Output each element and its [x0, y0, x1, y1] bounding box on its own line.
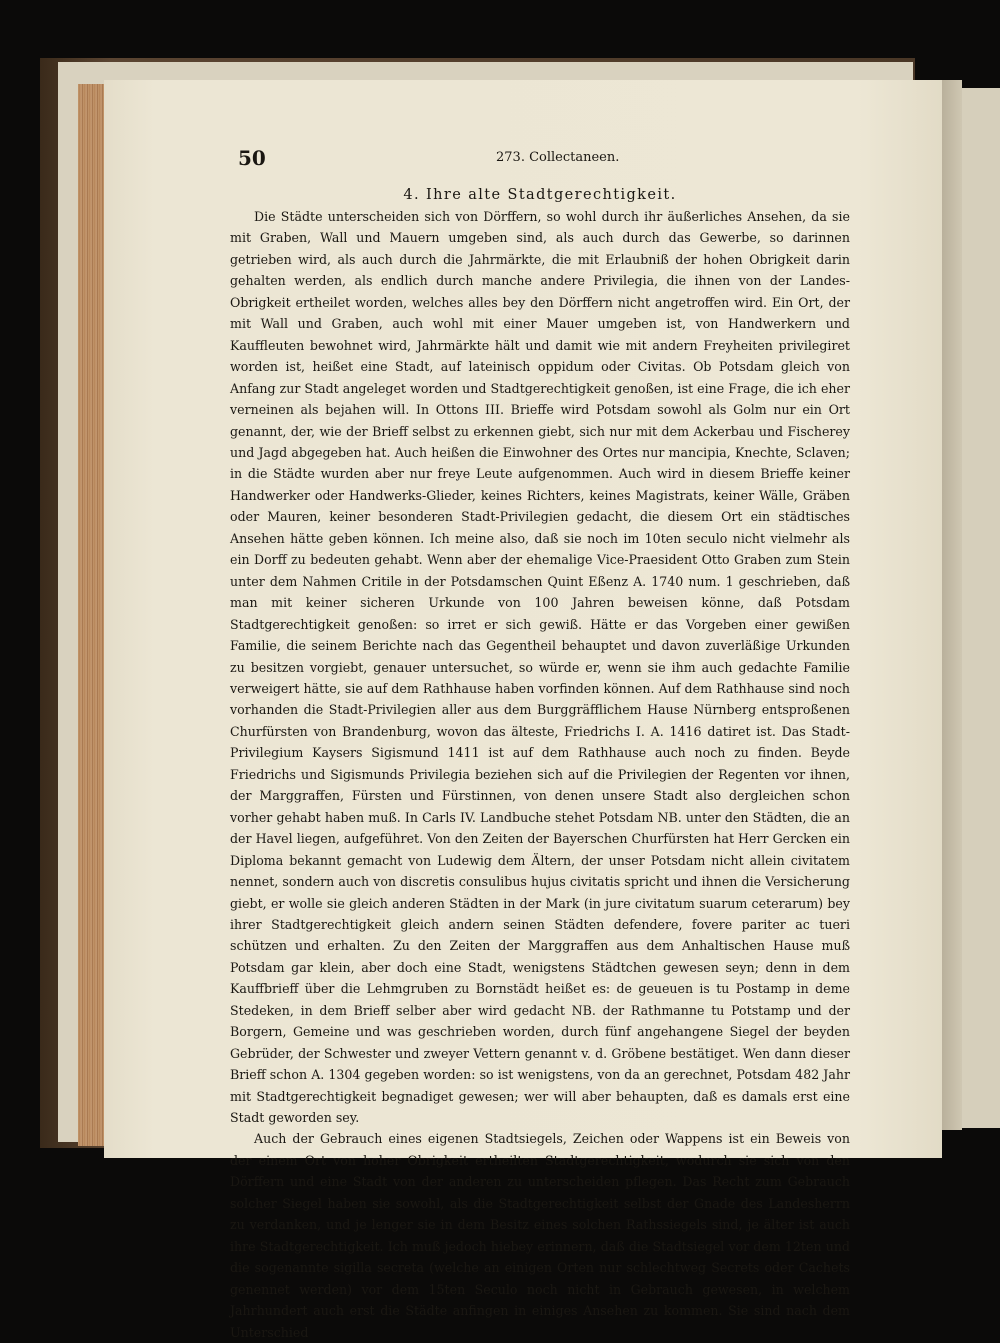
section-title: 4. Ihre alte Stadtgerechtigkeit.	[403, 187, 677, 203]
facing-page	[962, 88, 1000, 1128]
paragraph: Auch der Gebrauch eines eigenen Stadtsiegels, Zeichen oder Wappens ist ein Beweis von der einem Ort von hoher Obrigkeit ertheilten Stadtgerechtigkeit, wodurch sie sich von den Dörffern und eine Stadt von der anderen zu unterscheiden pflegen. Das Recht zum Gebrauch solcher Siegel haben sie sowohl, als die Stadtgerechtigkeit selbst der Gnade des Landesherrn zu verdanken, und je lenger sie in dem Besitz eines solchen Rathssiegels sind, je älter ist auch ihre Stadtgerechtigkeit. Ich muß jedoch hiebey erinnern, daß die Stadtsiegel vor dem 12ten und die sogenannte sigilla secreta (welche an einigen Orten nur schlechtweg Secrets oder Cachets genennet werden) vor dem 15ten Seculo noch nicht in Gebrauch gewesen, in welchem Jahrhundert auch erst die Städte anfingen in einiges Ansehen zu kommen. Sie sind nach dem Unterschied	[230, 1131, 850, 1340]
next-page-edge	[942, 80, 962, 1130]
paragraph: Die Städte unterscheiden sich von Dörffern, so wohl durch ihr äußerliches Ansehen, da sie mit Graben, Wall und Mauern umgeben sind, als auch durch das Gewerbe, so darinnen getrieben wird, als auch durch die Jahrmärkte, die mit Erlaubniß der hohen Obrigkeit darin gehalten werden, als endlich durch manche andere Privilegia, die ihnen von der Landes-Obrigkeit ertheilet worden, welches alles bey den Dörffern nicht angetroffen wird. Ein Ort, der mit Wall und Graben, auch wohl mit einer Mauer umgeben ist, von Handwerkern und Kauffleuten bewohnet wird, Jahrmärkte hält und damit wie mit andern Freyheiten privilegiret worden ist, heißet eine Stadt, auf lateinisch oppidum oder Civitas. Ob Potsdam gleich von Anfang zur Stadt angeleget worden und Stadtgerechtigkeit genoßen, ist eine Frage, die ich eher verneinen als bejahen will. In Ottons III. Brieffe wird Potsdam sowohl als Golm nur ein Ort genannt, der, wie der Brieff selbst zu erkennen giebt, sich nur mit dem Ackerbau und Fischerey und Jagd abgegeben hat. Auch heißen die Einwohner des Ortes nur mancipia, Knechte, Sclaven; in die Städte wurden aber nur freye Leute aufgenommen. Auch wird in diesem Brieffe keiner Handwerker oder Handwerks-Glieder, keines Richters, keines Magistrats, keiner Wälle, Gräben oder Mauren, keiner besonderen Stadt-Privilegien gedacht, die diesem Ort ein städtisches Ansehen hätte geben können. Ich meine also, daß sie noch im 10ten seculo nicht vielmehr als ein Dorff zu bedeuten gehabt. Wenn aber der ehemalige Vice-Praesident Otto Graben zum Stein unter dem Nahmen Critile in der Potsdamschen Quint Eßenz A. 1740 num. 1 geschrieben, daß man mit keiner sicheren Urkunde von 100 Jahren beweisen könne, daß Potsdam Stadtgerechtigkeit genoßen: so irret er sich gewiß. Hätte er das Vorgeben einer gewißen Familie, die seinem Berichte nach das Gegentheil behauptet und davon zuverläßige Urkunden zu besitzen vorgiebt, genauer untersuchet, so würde er, wenn sie ihm auch gedachte Familie verweigert hätte, sie auf dem Rathhause haben vorfinden können. Auf dem Rathhause sind noch vorhanden die Stadt-Privilegien aller aus dem Burggräfflichem Hause Nürnberg entsproßenen Churfürsten von Brandenburg, wovon das älteste, Friedrichs I. A. 1416 datiret ist. Das Stadt-Privilegium Kaysers Sigismund 1411 ist auf dem Rathhause auch noch zu finden. Beyde Friedrichs und Sigismunds Privilegia beziehen sich auf die Privilegien der Regenten vor ihnen, der Marggraffen, Fürsten und Fürstinnen, von denen unsere Stadt also dergleichen schon vorher gehabt haben muß. In Carls IV. Landbuche stehet Potsdam NB. unter den Städten, die an der Havel liegen, aufgeführet. Von den Zeiten der Bayerschen Churfürsten hat Herr Gercken ein Diploma bekannt gemacht von Ludewig dem Ältern, der unser Potsdam nicht allein civitatem nennet, sondern auch von discretis consulibus hujus civitatis spricht und ihnen die Versicherung giebt, er wolle sie gleich anderen Städten in der Mark (in jure civitatum suarum ceterarum) bey ihrer Stadtgerechtigkeit gleich andern seinen Städten defendere, fovere pariter ac tueri schützen und erhalten. Zu den Zeiten der Marggraffen aus dem Anhaltischen Hause muß Potsdam gar klein, aber doch eine Stadt, wenigstens Städtchen gewesen seyn; denn in dem Kauffbrieff über die Lehmgruben zu Bornstädt heißet es: de geueuen is tu Postamp in deme Stedeken, in dem Brieff selber aber wird gedacht NB. der Rathmanne tu Potstamp und der Borgern, Gemeine und was geschrieben worden, durch fünf angehangene Siegel der beyden Gebrüder, der Schwester und zweyer Vettern genannt v. d. Gröbene bestätiget. Wen dann dieser Brieff schon A. 1304 gegeben worden: so ist wenigstens, von da an gerechnet, Potsdam 482 Jahr mit Stadtgerechtigkeit begnadiget gewesen; wer will aber behaupten, daß es damals erst eine Stadt geworden sey.	[230, 209, 850, 1126]
running-head: 273. Collectaneen.	[496, 150, 620, 165]
book-page	[104, 80, 942, 1340]
page-header	[238, 146, 938, 174]
page-number: 50	[238, 146, 266, 170]
page-edges	[78, 84, 106, 1146]
text-block	[230, 184, 850, 1343]
